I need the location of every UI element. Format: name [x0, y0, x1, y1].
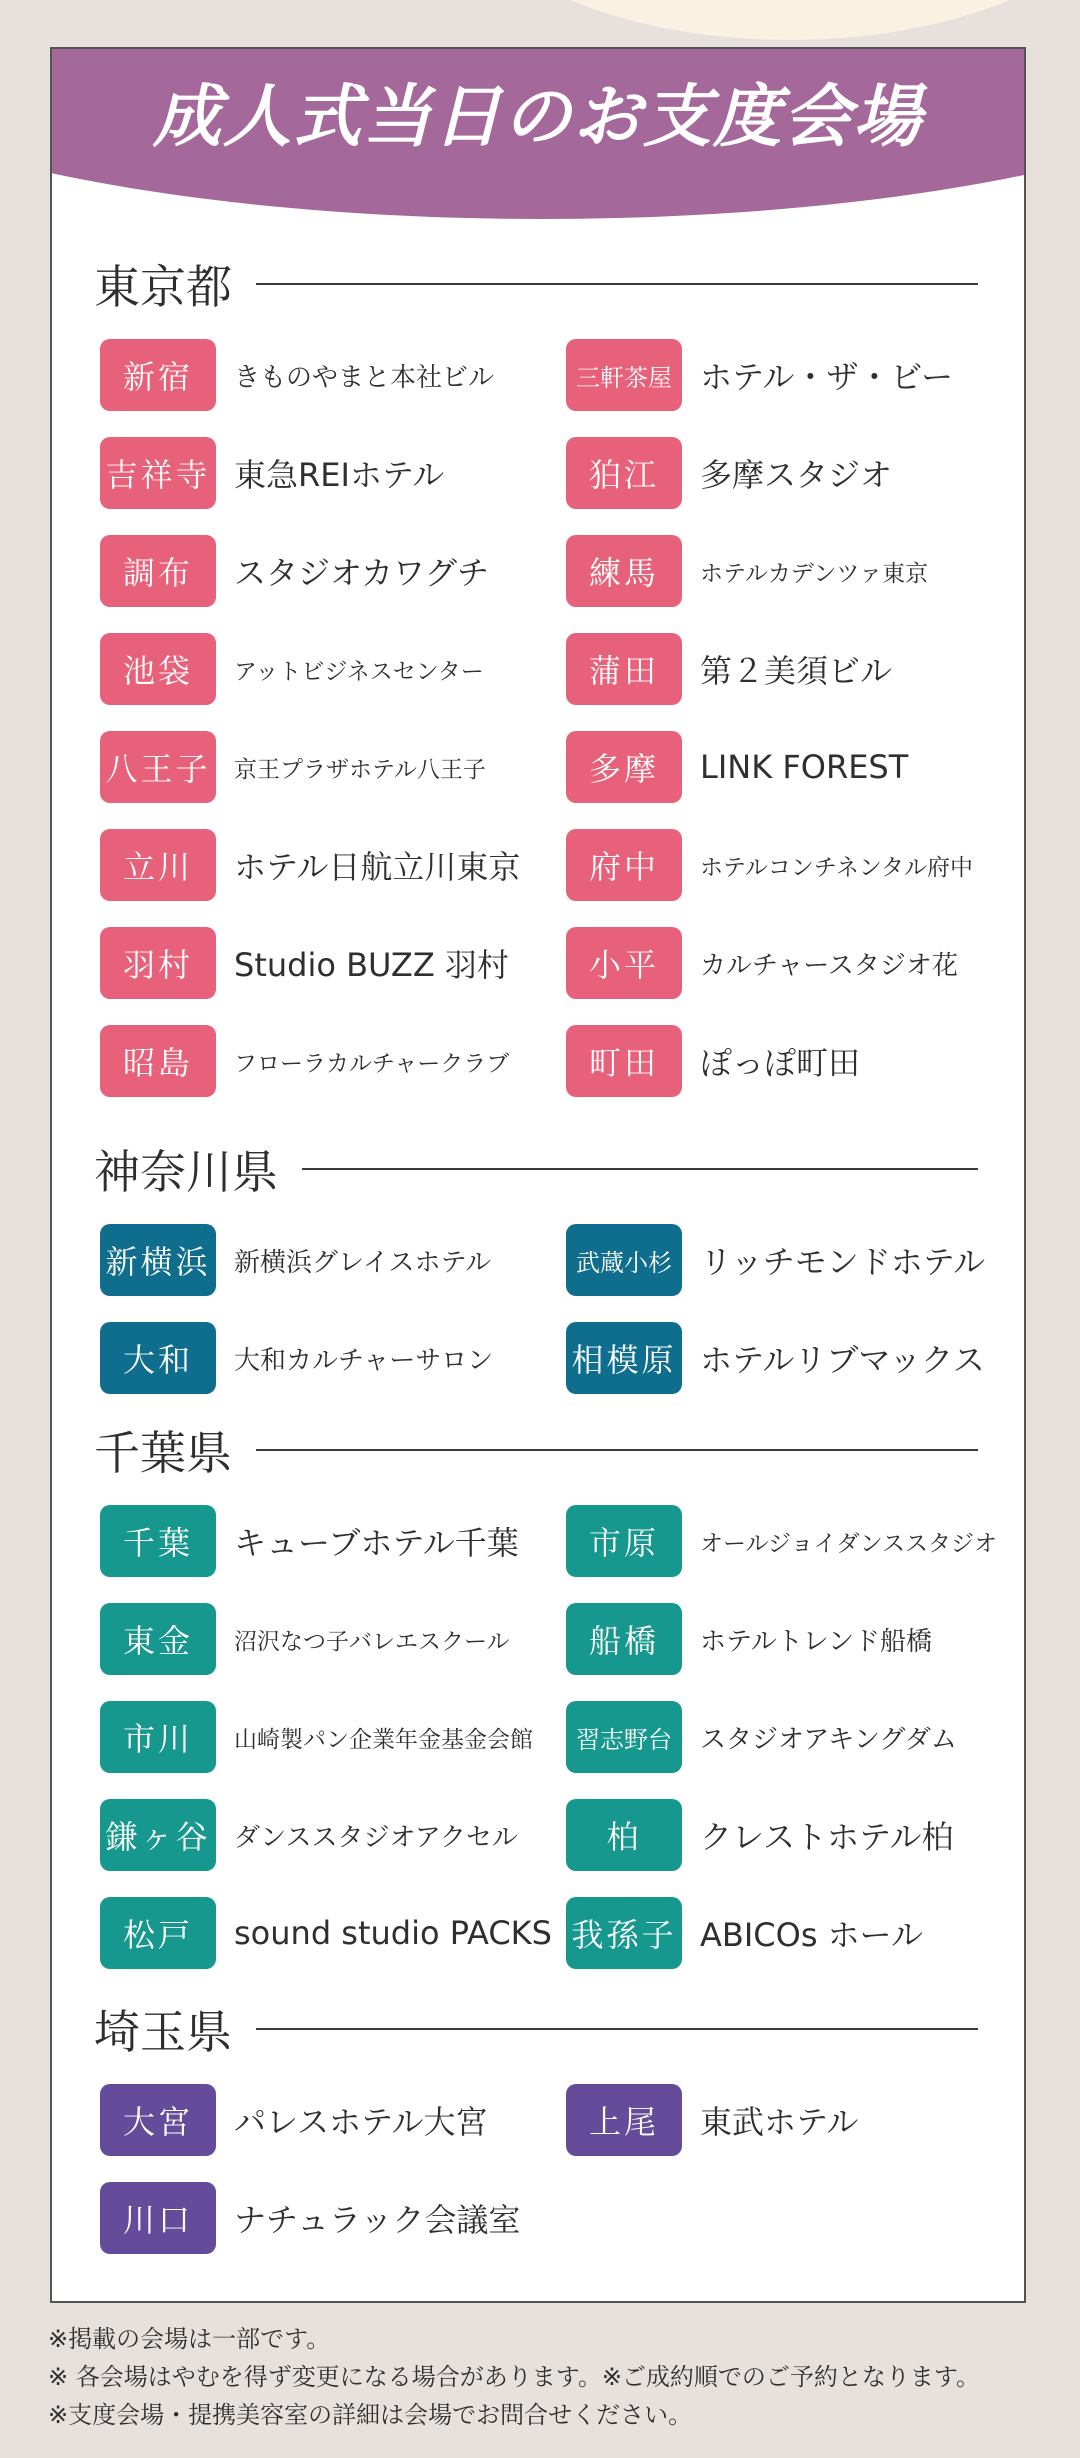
area-badge: 東金 — [100, 1603, 216, 1675]
venue-item — [566, 1603, 932, 1675]
venue-item — [100, 339, 494, 411]
region-header — [94, 1420, 978, 1480]
venue-name: ホテルリブマックス — [700, 1341, 985, 1379]
venue-name: ホテル日航立川東京 — [234, 848, 521, 886]
area-badge: 新宿 — [100, 339, 216, 411]
footnote: ※支度会場・提携美容室の詳細は会場でお問合せください。 — [48, 2401, 693, 2429]
venue-item — [566, 2084, 858, 2156]
venue-name: ホテルカデンツァ東京 — [700, 560, 929, 587]
area-badge: 松戸 — [100, 1897, 216, 1969]
venue-item — [566, 437, 892, 509]
venue-name: オールジョイダンススタジオ — [700, 1530, 998, 1557]
venue-name: 東武ホテル — [700, 2103, 859, 2141]
area-badge: 市川 — [100, 1701, 216, 1773]
venue-item — [100, 731, 486, 803]
area-badge: 千葉 — [100, 1505, 216, 1577]
venue-item — [566, 927, 958, 999]
venue-name: sound studio PACKS — [234, 1914, 552, 1952]
venue-name: ナチュラック会議室 — [234, 2201, 521, 2239]
region-header — [94, 1999, 978, 2059]
venue-item — [100, 1603, 510, 1675]
venue-name: リッチモンドホテル — [700, 1243, 986, 1281]
area-badge: 練馬 — [566, 535, 682, 607]
area-badge: 柏 — [566, 1799, 682, 1871]
area-badge: 川口 — [100, 2182, 216, 2254]
area-badge: 鎌ヶ谷 — [100, 1799, 216, 1871]
venue-item — [566, 633, 892, 705]
venue-name: Studio BUZZ 羽村 — [234, 946, 509, 984]
venue-item — [100, 1897, 552, 1969]
region-divider — [256, 1449, 978, 1451]
venue-name: ホテル・ザ・ビー — [700, 358, 954, 396]
venue-name: ホテルコンチネンタル府中 — [700, 854, 974, 881]
footnotes — [48, 2320, 980, 2434]
venue-name: スタジオカワグチ — [234, 554, 490, 592]
area-badge: 大宮 — [100, 2084, 216, 2156]
venue-item — [100, 2182, 520, 2254]
venue-name: 沼沢なつ子バレエスクール — [234, 1628, 510, 1655]
venue-name: ダンススタジオアクセル — [234, 1822, 518, 1853]
venue-item — [100, 1701, 533, 1773]
venue-name: 東急REIホテル — [234, 456, 445, 494]
area-badge: 我孫子 — [566, 1897, 682, 1969]
venue-name: アットビジネスセンター — [234, 658, 484, 685]
area-badge: 習志野台 — [566, 1701, 682, 1773]
area-badge: 府中 — [566, 829, 682, 901]
venue-item — [566, 1701, 957, 1773]
venue-item — [100, 437, 444, 509]
region-divider — [256, 283, 978, 285]
venue-item — [566, 339, 953, 411]
footnote: ※掲載の会場は一部です。 — [48, 2325, 331, 2353]
area-badge: 多摩 — [566, 731, 682, 803]
region-header — [94, 1139, 978, 1199]
venue-name: LINK FOREST — [700, 748, 909, 786]
region-title: 千葉県 — [94, 1426, 232, 1480]
venue-item — [566, 1322, 985, 1394]
area-badge: 立川 — [100, 829, 216, 901]
venue-item — [566, 1897, 923, 1969]
venue-item — [100, 1505, 519, 1577]
area-badge: 船橋 — [566, 1603, 682, 1675]
region-title: 神奈川県 — [94, 1145, 278, 1199]
venue-item — [100, 1799, 518, 1871]
venue-name: ABICOs ホール — [700, 1916, 924, 1954]
area-badge: 昭島 — [100, 1025, 216, 1097]
region-header — [94, 254, 978, 314]
area-badge: 羽村 — [100, 927, 216, 999]
area-badge: 大和 — [100, 1322, 216, 1394]
venue-item — [566, 1505, 997, 1577]
area-badge: 市原 — [566, 1505, 682, 1577]
area-badge: 新横浜 — [100, 1224, 216, 1296]
background-accent — [440, 0, 1080, 40]
area-badge: 三軒茶屋 — [566, 339, 682, 411]
venue-item — [100, 633, 484, 705]
venue-name: 新横浜グレイスホテル — [234, 1247, 492, 1278]
venue-name: キューブホテル千葉 — [234, 1524, 519, 1562]
venue-item — [566, 1799, 953, 1871]
venue-item — [566, 535, 928, 607]
venue-item — [100, 1224, 491, 1296]
region-divider — [256, 2028, 978, 2030]
venue-item — [566, 1025, 860, 1097]
area-badge: 町田 — [566, 1025, 682, 1097]
venue-item — [100, 535, 489, 607]
region-divider — [302, 1168, 978, 1170]
area-badge: 相模原 — [566, 1322, 682, 1394]
venue-name: きものやまと本社ビル — [234, 362, 495, 393]
venue-item — [566, 829, 973, 901]
venue-name: 第２美須ビル — [700, 652, 893, 690]
region-title: 東京都 — [94, 260, 232, 314]
venue-name: 京王プラザホテル八王子 — [234, 756, 486, 783]
venue-item — [566, 731, 908, 803]
venue-name: フローラカルチャークラブ — [234, 1050, 510, 1077]
venue-item — [100, 927, 509, 999]
venue-name: クレストホテル柏 — [700, 1818, 954, 1856]
area-badge: 調布 — [100, 535, 216, 607]
venue-name: ホテルトレンド船橋 — [700, 1626, 933, 1657]
venue-item — [100, 2084, 487, 2156]
page-title: 成人式当日のお支度会場 — [152, 78, 923, 157]
area-badge: 蒲田 — [566, 633, 682, 705]
area-badge: 池袋 — [100, 633, 216, 705]
footnote: ※ 各会場はやむを得ず変更になる場合があります。※ご成約順でのご予約となります。 — [48, 2363, 981, 2391]
venue-name: スタジオアキングダム — [700, 1724, 957, 1755]
area-badge: 狛江 — [566, 437, 682, 509]
venue-item — [566, 1224, 985, 1296]
venue-name: 多摩スタジオ — [700, 456, 893, 494]
venue-item — [100, 1322, 493, 1394]
venue-name: 山崎製パン企業年金基金会館 — [234, 1726, 533, 1753]
venue-name: パレスホテル大宮 — [234, 2103, 488, 2141]
region-title: 埼玉県 — [94, 2005, 232, 2059]
area-badge: 武蔵小杉 — [566, 1224, 682, 1296]
venue-item — [100, 1025, 509, 1097]
venue-name: カルチャースタジオ花 — [700, 950, 958, 981]
area-badge: 小平 — [566, 927, 682, 999]
area-badge: 上尾 — [566, 2084, 682, 2156]
venue-name: 大和カルチャーサロン — [234, 1345, 494, 1376]
area-badge: 八王子 — [100, 731, 216, 803]
venue-card — [50, 47, 1026, 2303]
venue-name: ぽっぽ町田 — [700, 1044, 861, 1082]
venue-item — [100, 829, 520, 901]
area-badge: 吉祥寺 — [100, 437, 216, 509]
